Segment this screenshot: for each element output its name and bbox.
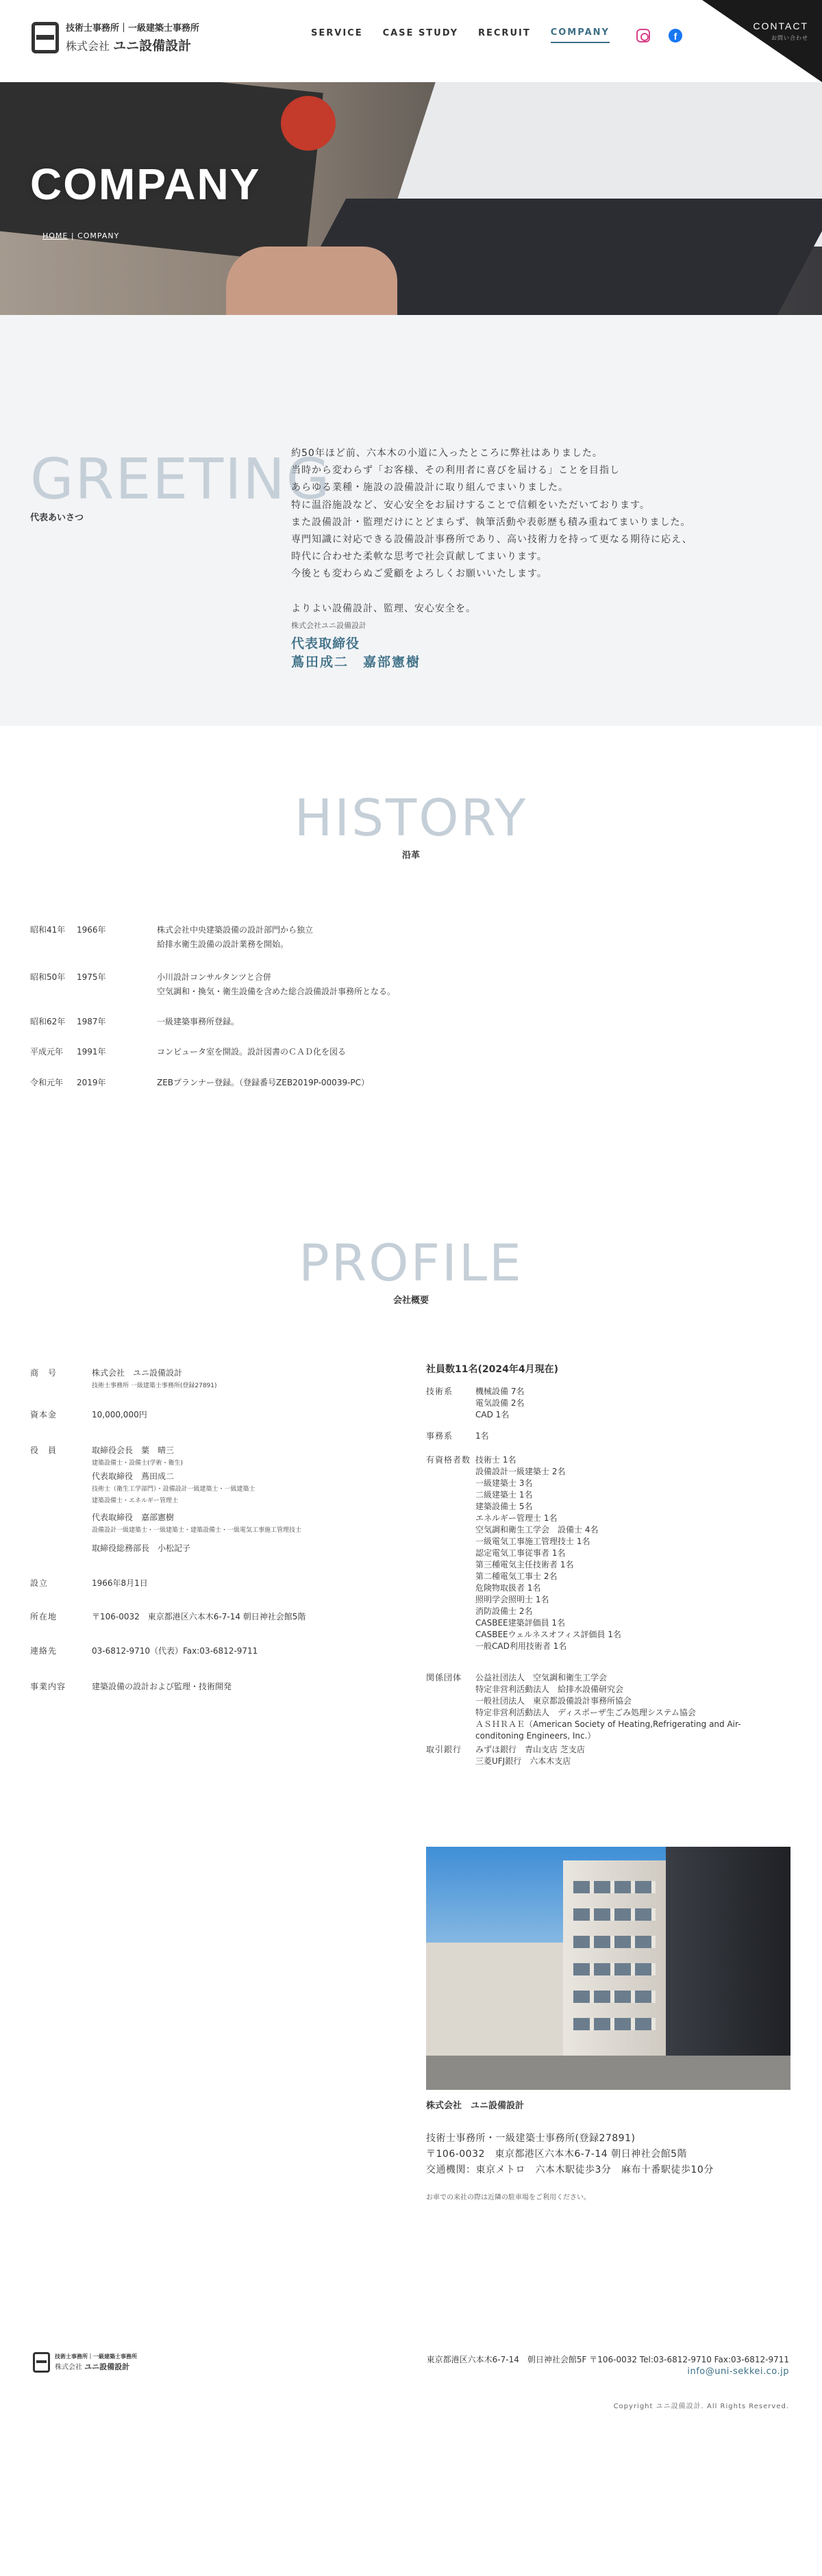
- hero-hand: [226, 247, 397, 315]
- history-era: 昭和50年: [30, 972, 66, 982]
- history-desc: ZEBプランナー登録。（登録番号ZEB2019P-00039-PC）: [157, 1078, 370, 1087]
- page-title: COMPANY: [30, 160, 261, 209]
- history-subtitle: 沿革: [401, 850, 420, 861]
- headcount: 社員数11名(2024年4月現在): [426, 1364, 558, 1375]
- history-year: 1987年: [77, 1017, 106, 1026]
- greeting-line: 今後とも変わらぬご愛顧をよろしくお願いいたします。: [291, 568, 547, 580]
- facebook-icon[interactable]: f: [669, 29, 682, 42]
- history-title: HISTORY: [294, 789, 528, 848]
- logo-prefix: 株式会社: [66, 40, 110, 53]
- nav-case-study[interactable]: CASE STUDY: [382, 28, 458, 38]
- greeting-line: 時代に合わせた柔軟な思考で社会貢献してまいります。: [291, 551, 547, 563]
- breadcrumb: [42, 231, 119, 240]
- logo-tagline: 技術士事務所｜一級建築士事務所: [66, 23, 200, 34]
- history-year: 1975年: [77, 972, 106, 982]
- contact-button-label[interactable]: CONTACT お問い合わせ: [753, 21, 808, 41]
- site-header: [0, 0, 822, 82]
- hero-banner: [0, 82, 822, 315]
- history-desc: 一級建築事務所登録。: [157, 1017, 240, 1026]
- greeting-line: 当時から変わらず「お客様、その利用者に喜びを届ける」ことを目指し: [291, 465, 620, 477]
- logo-mark-icon: [32, 22, 59, 53]
- history-era: 昭和62年: [30, 1017, 66, 1026]
- footer-logo[interactable]: 技術士事務所｜一級建築士事務所 株式会社 ユニ設備設計: [33, 2352, 137, 2373]
- profile-subtitle: 会社概要: [393, 1296, 429, 1306]
- greeting-company: 株式会社ユニ設備設計: [291, 621, 366, 630]
- nav-recruit[interactable]: RECRUIT: [478, 28, 531, 38]
- greeting-line: 特に温浴施設など、安心安全をお届けすることで信頼をいただいております。: [291, 499, 650, 511]
- history-era: 平成元年: [30, 1047, 64, 1057]
- office-caption: 株式会社 ユニ設備設計: [426, 2101, 525, 2111]
- footer-email-link[interactable]: info@uni-sekkei.co.jp: [687, 2366, 789, 2377]
- breadcrumb-current: COMPANY: [77, 231, 120, 240]
- main-nav: [311, 27, 682, 43]
- greeting-line: 専門知識に対応できる設備設計事務所であり、高い技術力を持って更なる期待に応え、: [291, 534, 693, 546]
- greeting-message: [291, 445, 736, 618]
- greeting-line: また設備設計・監理だけにとどまらず、執筆活動や表彰歴も積み重ねてまいりました。: [291, 516, 691, 528]
- history-year: 2019年: [77, 1078, 106, 1087]
- greeting-closing: よりよい設備設計、監理、安心安全を。: [291, 603, 476, 614]
- history-desc: コンピュータ室を開設。設計図書のＣＡＤ化を図る: [157, 1047, 347, 1057]
- greeting-signature: 蔦田成二 嘉部憲樹: [291, 655, 421, 670]
- hero-book-badge: [281, 96, 336, 151]
- greeting-line: 約50年ほど前、六本木の小道に入ったところに弊社はありました。: [291, 448, 603, 459]
- history-year: 1966年: [77, 925, 106, 935]
- history-desc: 株式会社中央建築設備の設計部門から独立 給排水衛生設備の設計業務を開始。: [157, 925, 314, 949]
- instagram-icon[interactable]: [636, 29, 650, 42]
- history-year: 1991年: [77, 1047, 106, 1057]
- footer-copyright: Copyright ユニ設備設計. All Rights Reserved.: [613, 2403, 789, 2410]
- logo-company-name: ユニ設備設計: [113, 38, 192, 53]
- office-address: 技術士事務所・一級建築士事務所(登録27891) 〒106-0032 東京都港区六本木6-7-14 朝日神社会館5階 交通機関：東京メトロ 六本木駅徒歩3分 麻布十番駅徒歩10分: [426, 2133, 714, 2175]
- office-building-photo: [426, 1847, 790, 2090]
- breadcrumb-separator: |: [68, 231, 78, 240]
- breadcrumb-home[interactable]: HOME: [42, 231, 68, 240]
- greeting-line: あらゆる業種・施設の設備設計に取り組んでまいりました。: [291, 482, 569, 494]
- nav-company[interactable]: COMPANY: [551, 27, 610, 43]
- history-era: 令和元年: [30, 1078, 64, 1087]
- profile-title: PROFILE: [299, 1234, 523, 1293]
- nav-service[interactable]: SERVICE: [311, 28, 363, 38]
- history-desc: 小川設計コンサルタンツと合併 空気調和・換気・衛生設備を含めた総合設備設計事務所となる。: [157, 972, 396, 996]
- history-era: 昭和41年: [30, 925, 66, 935]
- greeting-title: GREETING: [30, 447, 332, 512]
- greeting-section: [0, 315, 822, 726]
- site-logo[interactable]: [32, 21, 199, 54]
- parking-note: お車での来社の際は近隣の駐車場をご利用ください。: [426, 2194, 590, 2201]
- greeting-subtitle: 代表あいさつ: [30, 513, 84, 523]
- greeting-role: 代表取締役: [291, 636, 360, 651]
- logo-mark-icon: [33, 2352, 50, 2373]
- footer-address: 東京都港区六本木6-7-14 朝日神社会館5F 〒106-0032 Tel:03-6812-9710 Fax:03-6812-9711: [426, 2355, 789, 2364]
